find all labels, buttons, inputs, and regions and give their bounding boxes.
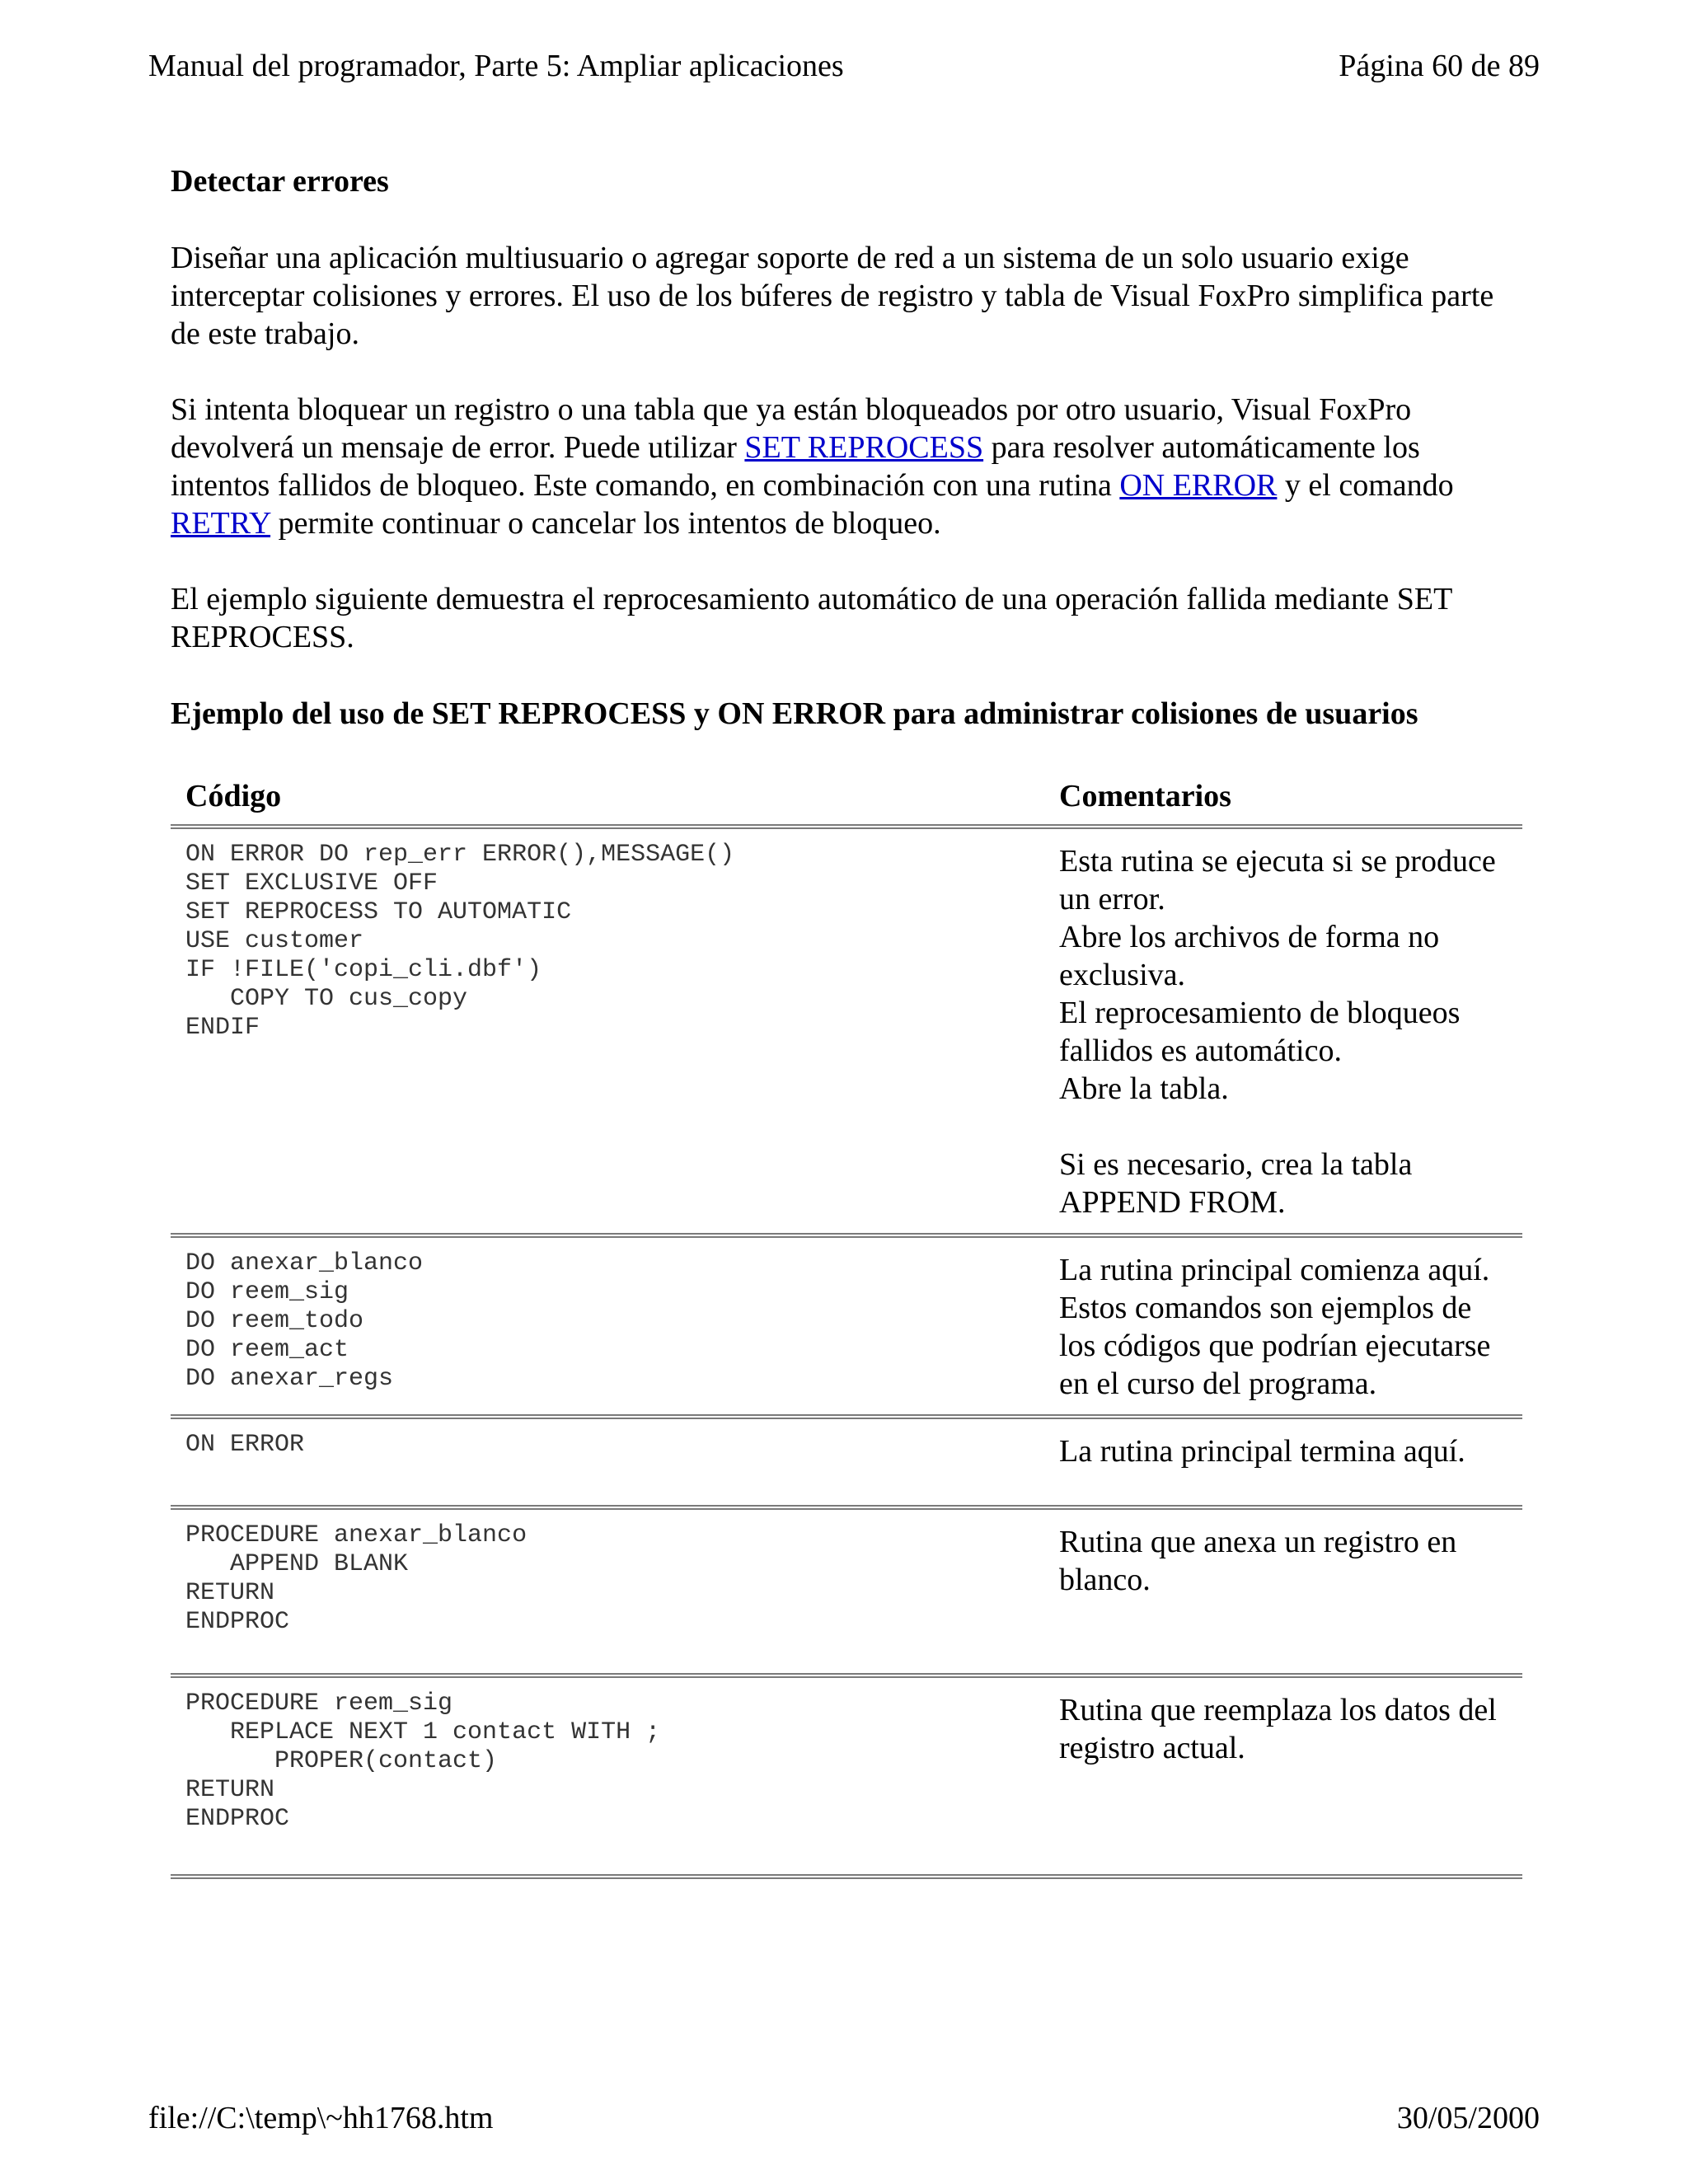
footer-file-path: file://C:\temp\~hh1768.htm <box>148 2101 494 2135</box>
table-row <box>171 1417 1522 1507</box>
code-cell <box>171 1235 1044 1417</box>
link-on-error[interactable]: ON ERROR <box>1119 468 1278 503</box>
header-title: Manual del programador, Parte 5: Ampliar aplicaciones <box>148 49 844 83</box>
code-block: PROCEDURE anexar_blanco APPEND BLANK RETURN ENDPROC <box>185 1521 528 1636</box>
comment-line: La rutina principal termina aquí. <box>1059 1434 1465 1469</box>
code-block: PROCEDURE reem_sig REPLACE NEXT 1 contact WITH ; PROPER(contact) RETURN ENDPROC <box>185 1690 661 1833</box>
para2-text-4: permite continuar o cancelar los intentos de bloqueo. <box>270 506 941 541</box>
para2-text-1: Si intenta bloquear un registro o una tabla que ya están bloqueados por otro usuario, Visual FoxPro devolverá un mensaje de error. Puede utilizar <box>171 392 1412 465</box>
comment-cell <box>1044 1235 1522 1417</box>
running-header <box>148 46 1540 86</box>
comment-line: Rutina que anexa un registro en blanco. <box>1059 1525 1457 1597</box>
para2-text-3: y el comando <box>1277 468 1454 503</box>
section-title: Detectar errores <box>171 164 389 199</box>
code-block: DO anexar_blanco DO reem_sig DO reem_todo DO reem_act DO anexar_regs <box>185 1249 424 1393</box>
comment-cell <box>1044 827 1522 1235</box>
comment-line: Esta rutina se ejecuta si se produce un error. <box>1059 844 1496 916</box>
paragraph-intro: Diseñar una aplicación multiusuario o agregar soporte de red a un sistema de un solo usuario exige interceptar colisiones y errores. El uso de los búferes de registro y tabla de Visual FoxPro simplifica parte de este trabajo. <box>171 241 1494 351</box>
code-cell <box>171 1417 1044 1507</box>
running-footer <box>148 2098 1540 2138</box>
column-header-comments: Comentarios <box>1044 766 1522 827</box>
paragraph-example-intro: El ejemplo siguiente demuestra el reprocesamiento automático de una operación fallida mediante SET REPROCESS. <box>171 582 1452 654</box>
code-block: ON ERROR DO rep_err ERROR(),MESSAGE() SET EXCLUSIVE OFF SET REPROCESS TO AUTOMATIC USE customer IF !FILE('copi_cli.dbf') COPY TO cus_copy ENDIF <box>185 841 735 1042</box>
comment-spacer <box>1059 1108 1506 1146</box>
comment-line: Si es necesario, crea la tabla APPEND FROM. <box>1059 1147 1413 1220</box>
header-page-number: Página 60 de 89 <box>1339 49 1540 83</box>
main-content <box>171 162 1522 1879</box>
example-title: Ejemplo del uso de SET REPROCESS y ON ERROR para administrar colisiones de usuarios <box>171 696 1418 731</box>
table-row <box>171 1507 1522 1675</box>
comment-line: Abre los archivos de forma no exclusiva. <box>1059 920 1440 992</box>
table-header-row <box>171 766 1522 827</box>
comment-line: La rutina principal comienza aquí. <box>1059 1253 1490 1287</box>
table-row <box>171 1235 1522 1417</box>
table-row <box>171 827 1522 1235</box>
comment-line: Estos comandos son ejemplos de los códigos que podrían ejecutarse en el curso del programa. <box>1059 1291 1491 1401</box>
column-header-code: Código <box>171 766 1044 827</box>
code-cell <box>171 827 1044 1235</box>
comment-line: El reprocesamiento de bloqueos fallidos es automático. <box>1059 996 1461 1068</box>
code-cell <box>171 1675 1044 1877</box>
link-retry[interactable]: RETRY <box>171 506 271 541</box>
footer-date: 30/05/2000 <box>1396 2101 1540 2135</box>
comment-line: Rutina que reemplaza los datos del registro actual. <box>1059 1693 1497 1765</box>
link-set-reprocess[interactable]: SET REPROCESS <box>744 430 984 465</box>
code-cell <box>171 1507 1044 1675</box>
code-block: ON ERROR <box>185 1431 305 1459</box>
comment-cell <box>1044 1507 1522 1675</box>
code-table <box>171 766 1522 1879</box>
comment-cell <box>1044 1417 1522 1507</box>
para2-text-2: para resolver automáticamente los intentos fallidos de bloqueo. Este comando, en combinación con una rutina <box>171 430 1420 503</box>
table-row <box>171 1675 1522 1877</box>
comment-line: Abre la tabla. <box>1059 1071 1229 1106</box>
comment-cell <box>1044 1675 1522 1877</box>
paragraph-reprocess <box>171 391 1522 542</box>
